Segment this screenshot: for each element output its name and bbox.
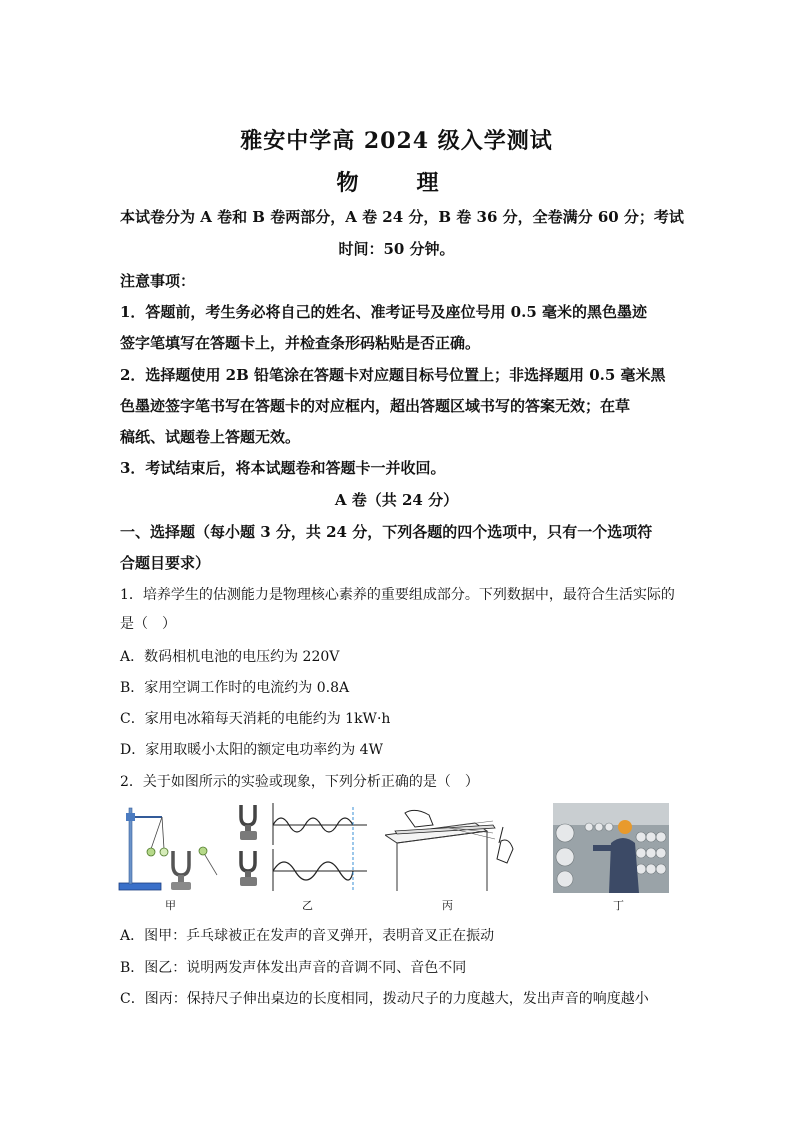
q1-option-a: A．数码相机电池的电压约为 220V	[120, 649, 340, 665]
q1-option-c: C．家用电冰箱每天消耗的电能约为 1kW·h	[120, 711, 391, 727]
q1-option-d: D．家用取暖小太阳的额定电功率约为 4W	[120, 742, 383, 758]
intro-line-2: 时间：50 分钟。	[338, 240, 455, 258]
q2-option-a: A．图甲：乒乓球被正在发声的音叉弹开，表明音叉正在振动	[120, 928, 495, 944]
note-2-line-3: 稿纸、试题卷上答题无效。	[120, 428, 301, 446]
figure-yi-waveforms	[235, 803, 370, 895]
page-title: 雅安中学高 2024 级入学测试	[240, 128, 553, 154]
part-1-heading-line-1: 一、选择题（每小题 3 分，共 24 分，下列各题的四个选项中，只有一个选项符	[120, 523, 653, 541]
subject-title: 物 理	[336, 170, 457, 196]
q2-option-c: C．图丙：保持尺子伸出桌边的长度相同，拨动尺子的力度越大，发出声音的响度越小	[120, 991, 649, 1007]
note-2-line-1: 2．选择题使用 2B 铅笔涂在答题卡对应题目标号位置上；非选择题用 0.5 毫米黑	[120, 366, 666, 384]
part-1-heading-line-2: 合题目要求）	[120, 554, 211, 572]
note-2-line-2: 色墨迹签字笔书写在答题卡的对应框内，超出答题区域书写的答案无效；在草	[120, 397, 631, 415]
figure-caption-yi: 乙	[302, 899, 313, 912]
notes-heading: 注意事项：	[120, 272, 196, 290]
figure-caption-jia: 甲	[165, 899, 176, 912]
q1-stem-line-1: 1．培养学生的估测能力是物理核心素养的重要组成部分。下列数据中，最符合生活实际的	[120, 587, 675, 603]
note-3: 3．考试结束后，将本试题卷和答题卡一并收回。	[120, 459, 446, 477]
intro-line-1: 本试卷分为 A 卷和 B 卷两部分，A 卷 24 分，B 卷 36 分，全卷满分 60 分；考试	[120, 208, 684, 226]
q2-stem: 2．关于如图所示的实验或现象，下列分析正确的是（ ）	[120, 774, 479, 790]
q1-stem-line-2: 是（ ）	[120, 616, 176, 632]
q1-option-b: B．家用空调工作时的电流约为 0.8A	[120, 680, 350, 696]
figure-ding-factory-photo	[553, 803, 669, 895]
figure-caption-ding: 丁	[613, 899, 624, 912]
note-1-line-1: 1．答题前，考生务必将自己的姓名、准考证号及座位号用 0.5 毫米的黑色墨迹	[120, 303, 647, 321]
q2-option-b: B．图乙：说明两发声体发出声音的音调不同、音色不同	[120, 960, 467, 976]
figure-bing-ruler	[385, 803, 520, 895]
figure-caption-bing: 丙	[442, 899, 453, 912]
section-a-title: A 卷（共 24 分）	[334, 491, 459, 509]
figure-jia-tuning-fork-pendulum	[117, 803, 222, 895]
note-1-line-2: 签字笔填写在答题卡上，并检查条形码粘贴是否正确。	[120, 334, 481, 352]
